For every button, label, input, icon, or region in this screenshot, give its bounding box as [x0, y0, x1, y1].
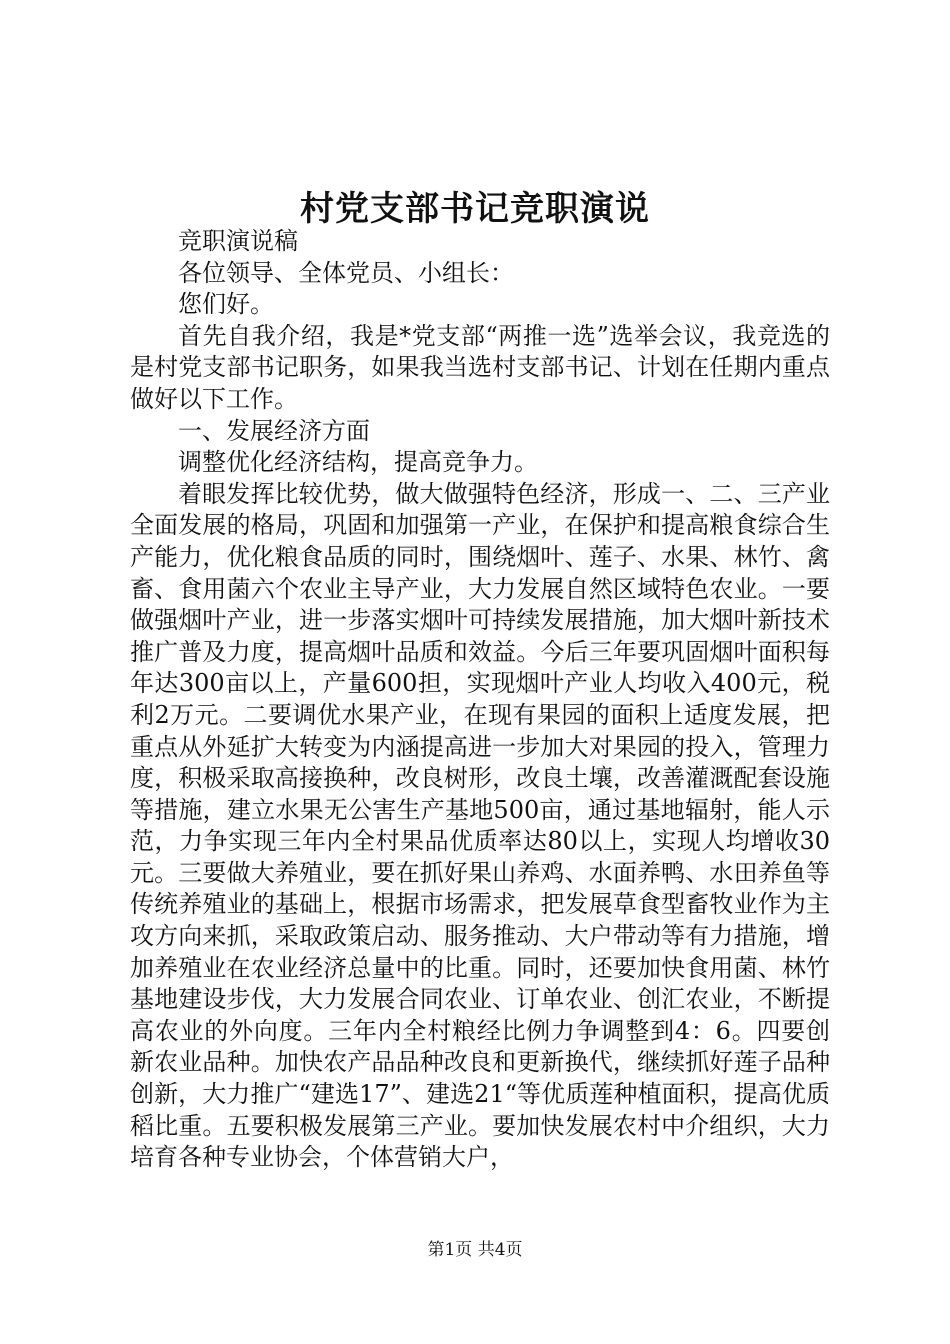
- document-title: 村党支部书记竞职演说: [300, 189, 650, 229]
- page-footer: 第1页 共4页: [427, 1240, 523, 1260]
- paragraph-speech-label: 竞职演说稿: [178, 227, 298, 255]
- paragraph-salutation: 各位领导、全体党员、小组长：: [178, 258, 514, 287]
- paragraph-section-subheading: 调整优化经济结构，提高竞争力。: [178, 448, 538, 477]
- paragraph-introduction: 首先自我介绍，我是*党支部“两推一选”选举会议，我竞选的是村党支部书记职务，如果我当选村支部书记、计划在任期内重点做好以下工作。: [130, 321, 830, 413]
- document-body: [130, 226, 830, 1174]
- paragraph-greeting: 您们好。: [178, 290, 274, 319]
- paragraph-economic-plan: 着眼发挥比较优势，做大做强特色经济，形成一、二、三产业全面发展的格局，巩固和加强第一产业，在保护和提高粮食综合生产能力，优化粮食品质的同时，围绕烟叶、莲子、水果、林竹、禽畜、食用菌六个农业主导产业，大力发展自然区域特色农业。一要做强烟叶产业，进一步落实烟叶可持续发展措施，加大烟叶新技术推广普及力度，提高烟叶品质和效益。今后三年要巩固烟叶面积每年达300亩以上，产量600担，实现烟叶产业人均收入400元，税利2万元。二要调优水果产业，在现有果园的面积上适度发展，把重点从外延扩大转变为内涵提高进一步加大对果园的投入，管理力度，积极采取高接换种，改良树形，改良土壤，改善灌溉配套设施等措施，建立水果无公害生产基地500亩，通过基地辐射，能人示范，力争实现三年内全村果品优质率达80以上，实现人均增收30元。三要做大养殖业，要在抓好果山养鸡、水面养鸭、水田养鱼等传统养殖业的基础上，根据市场需求，把发展草食型畜牧业作为主攻方向来抓，采取政策启动、服务推动、大户带动等有力措施，增加养殖业在农业经济总量中的比重。同时，还要加快食用菌、林竹基地建设步伐，大力发展合同农业、订单农业、创汇农业，不断提高农业的外向度。三年内全村粮经比例力争调整到4：6。四要创新农业品种。加快农产品品种改良和更新换代，继续抓好莲子品种创新，大力推广“建选17”、建选21“等优质莲种植面积，提高优质稻比重。五要积极发展第三产业。要加快发展农村中介组织，大力培育各种专业协会，个体营销大户，: [130, 479, 830, 1172]
- paragraph-section-heading: 一、发展经济方面: [178, 416, 370, 445]
